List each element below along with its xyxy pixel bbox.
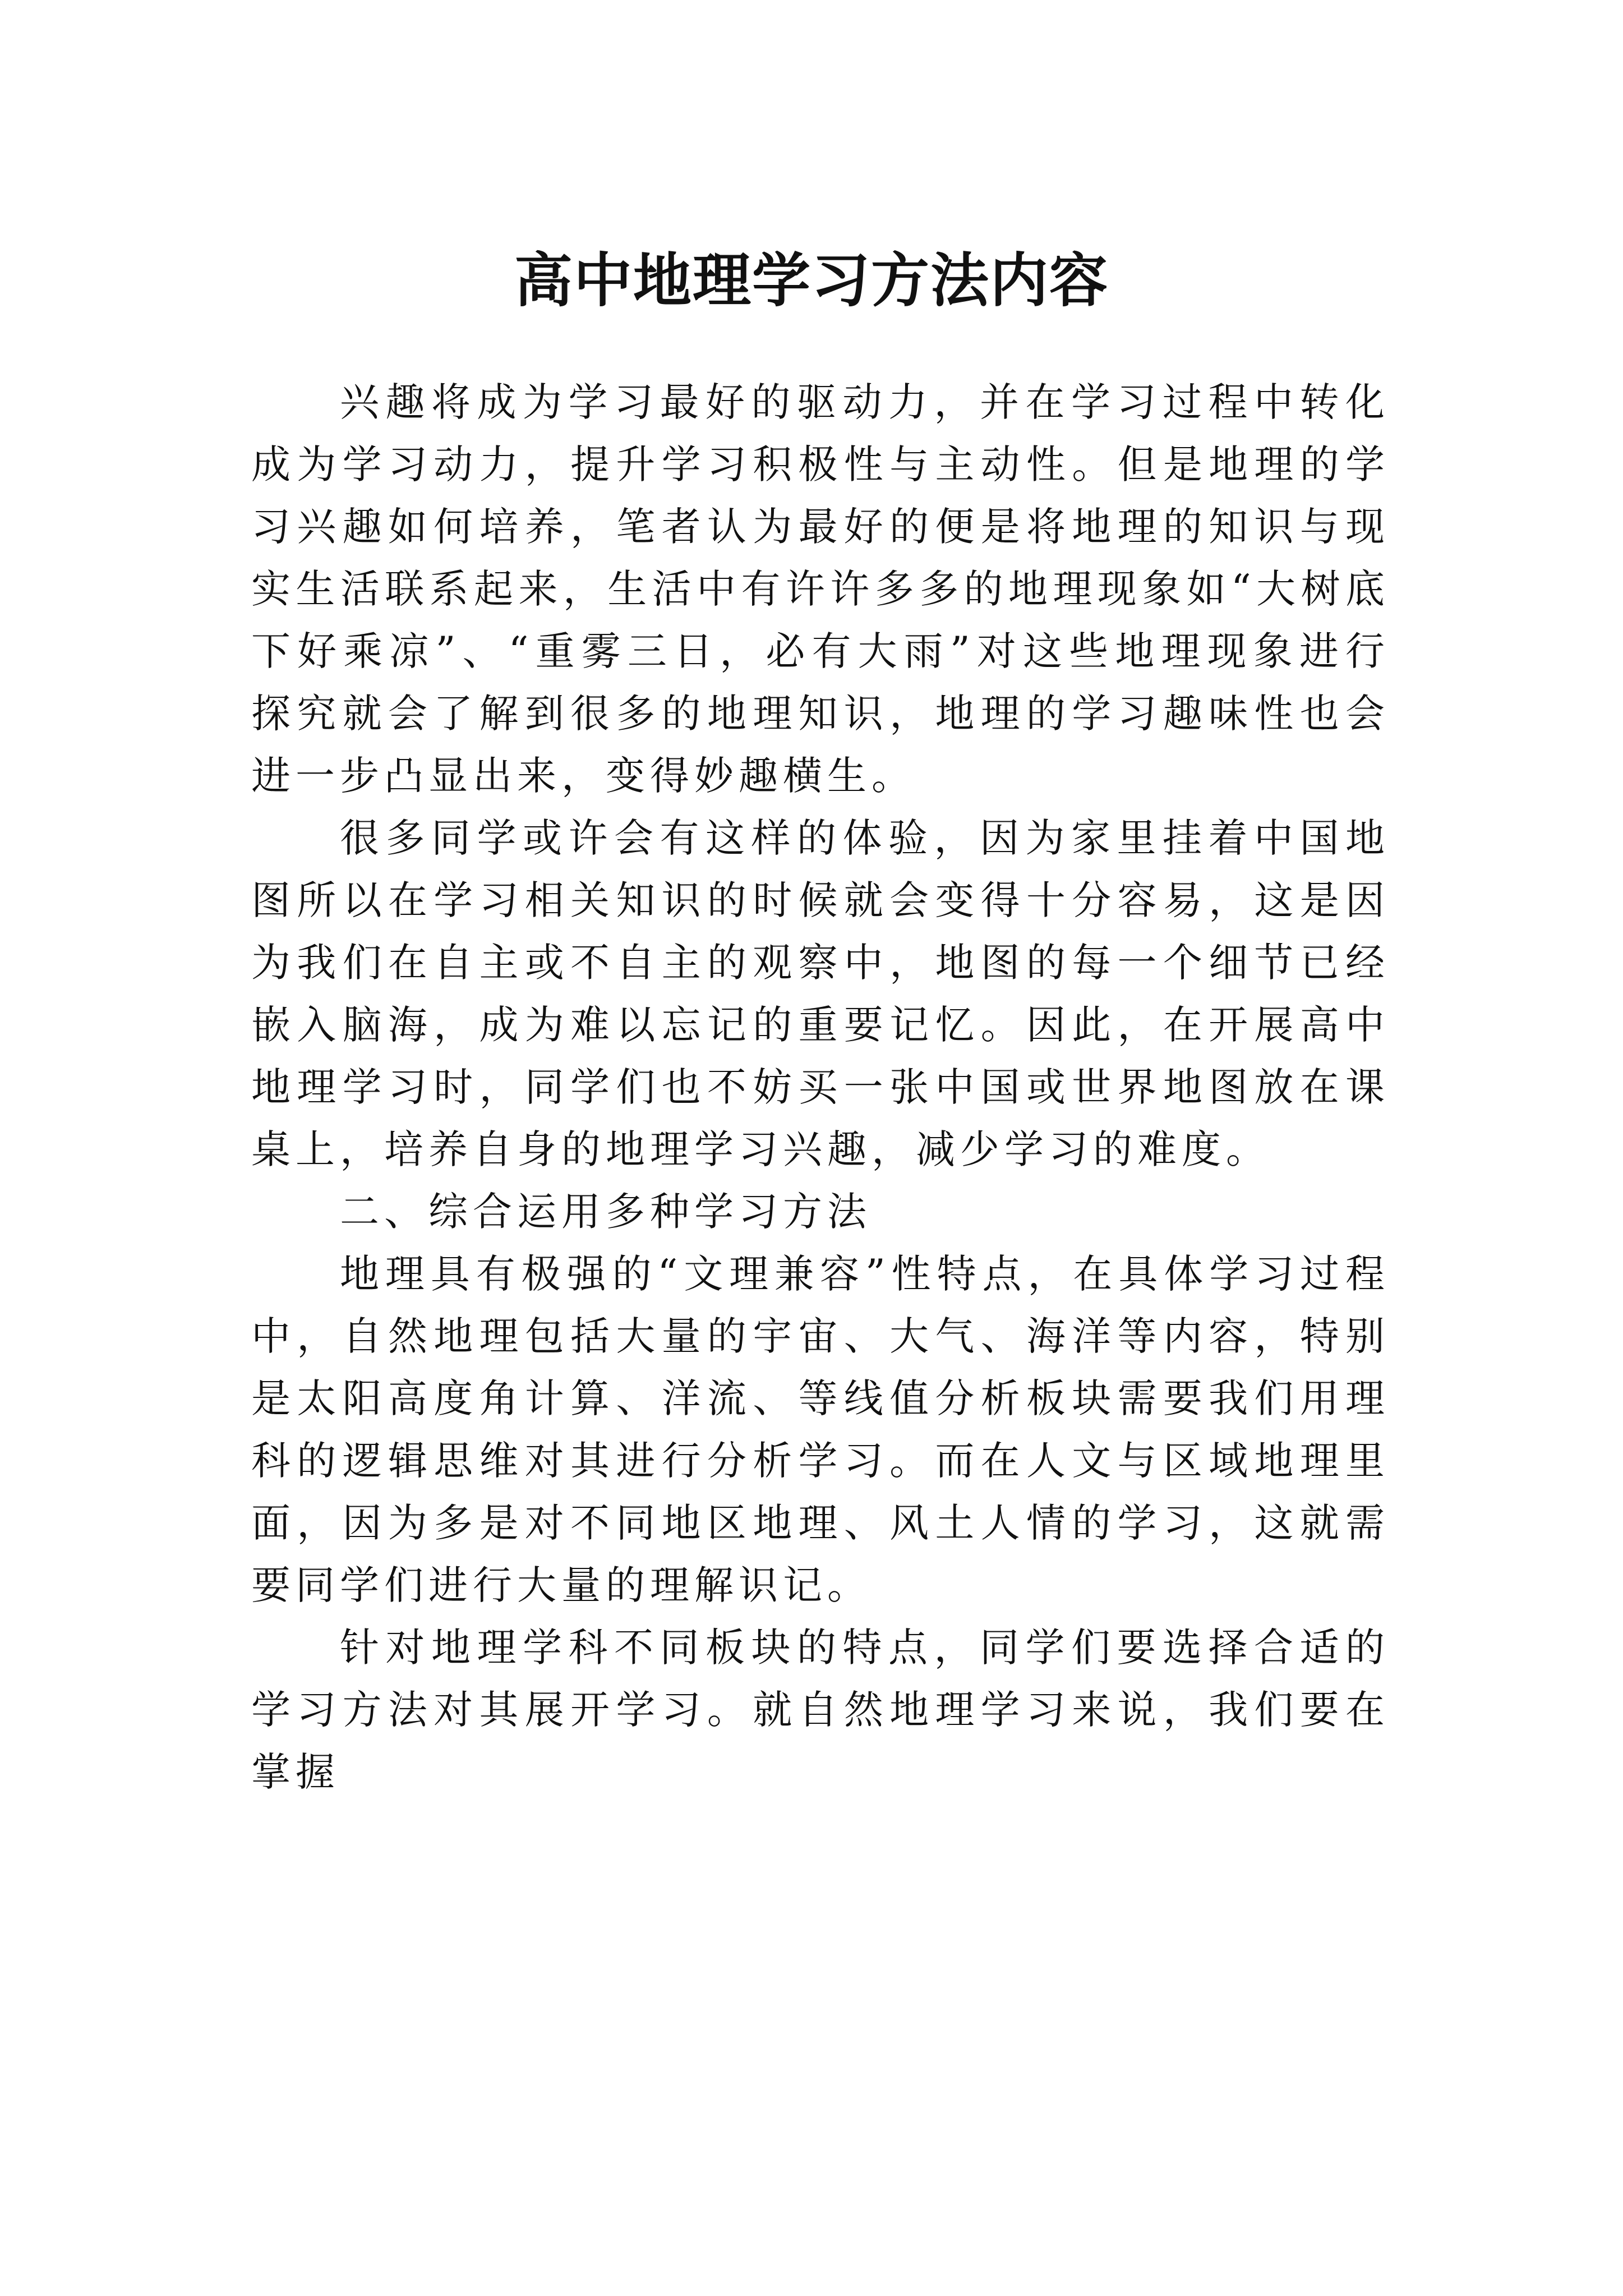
paragraph-map-experience: 很多同学或许会有这样的体验，因为家里挂着中国地图所以在学习相关知识的时候就会变得十分容易，这是因为我们在自主或不自主的观察中，地图的每一个细节已经嵌入脑海，成为难以忘记的重要记忆。因此，在开展高中地理学习时，同学们也不妨买一张中国或世界地图放在课桌上，培养自身的地理学习兴趣，减少学习的难度。: [251, 815, 1390, 1172]
section-heading-methods: 二、综合运用多种学习方法: [340, 1189, 872, 1235]
paragraph-liberal-science: 地理具有极强的“文理兼容”性特点，在具体学习过程中，自然地理包括大量的宇宙、大气、海洋等内容，特别是太阳高度角计算、洋流、等线值分析板块需要我们用理科的逻辑思维对其进行分析学习。而在人文与区域地理里面，因为多是对不同地区地理、风土人情的学习，这就需要同学们进行大量的理解识记。: [251, 1251, 1390, 1608]
paragraph-method-choice: 针对地理学科不同板块的特点，同学们要选择合适的学习方法对其展开学习。就自然地理学习来说，我们要在掌握: [251, 1625, 1390, 1795]
document-title: 高中地理学习方法内容: [514, 245, 1109, 315]
paragraph-interest: 兴趣将成为学习最好的驱动力，并在学习过程中转化成为学习动力，提升学习积极性与主动性。但是地理的学习兴趣如何培养，笔者认为最好的便是将地理的知识与现实生活联系起来，生活中有许许多多的地理现象如“大树底下好乘凉”、“重雾三日，必有大雨”对这些地理现象进行探究就会了解到很多的地理知识，地理的学习趣味性也会进一步凸显出来，变得妙趣横生。: [251, 379, 1390, 799]
document-body: [251, 371, 1390, 1803]
